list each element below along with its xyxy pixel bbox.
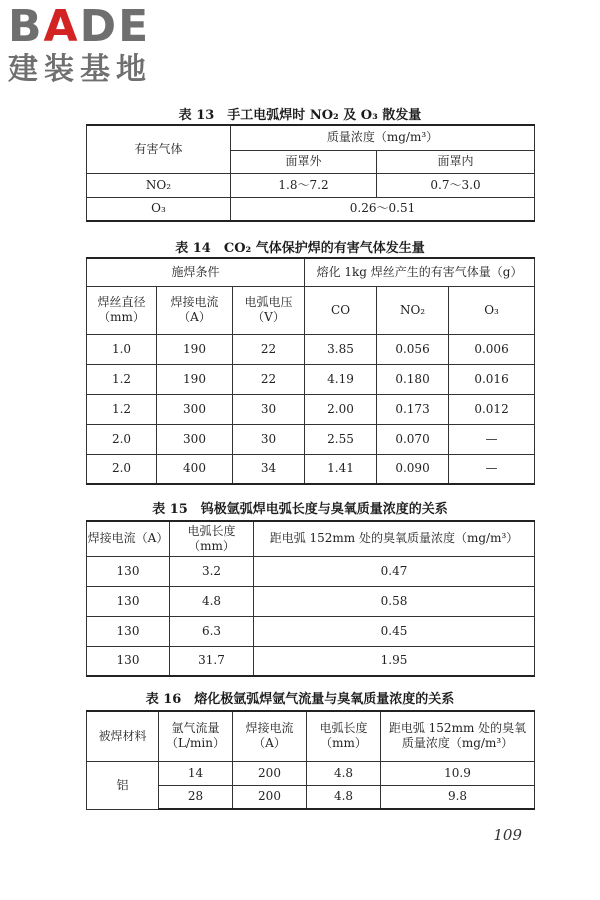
table-cell: 0.070: [377, 424, 449, 454]
t15-header-ozone: 距电弧 152mm 处的臭氧质量浓度（mg/m³）: [254, 521, 535, 556]
table-row: [87, 334, 535, 364]
logo-part-accent: A: [43, 1, 80, 52]
table-cell: 1.2: [87, 394, 157, 424]
table-row: [87, 761, 535, 785]
table-13: [86, 124, 535, 222]
table-16-caption: 表 16 熔化极氩弧焊氩气流量与臭氧质量浓度的关系: [145, 692, 455, 707]
t13-header-gas: 有害气体: [87, 125, 231, 173]
table-cell: 0.47: [254, 556, 535, 586]
table-cell: 300: [157, 424, 233, 454]
t16-header-current: 焊接电流 （A）: [233, 711, 307, 761]
table-row: [87, 364, 535, 394]
table-cell: 190: [157, 334, 233, 364]
table-cell: 3.2: [170, 556, 254, 586]
t16-header-argon-flow: 氩气流量 （L/min）: [159, 711, 233, 761]
table-row: [87, 394, 535, 424]
table-cell: 34: [233, 454, 305, 484]
t13-gas-o3: O₃: [87, 197, 231, 221]
logo-wordmark: [8, 1, 152, 52]
table-cell: 10.9: [381, 761, 535, 785]
t14-sub-header-voltage: 电弧电压 （V）: [233, 286, 305, 334]
t13-merged-o3: 0.26～0.51: [231, 197, 535, 221]
table-row: [87, 586, 535, 616]
table-cell: 14: [159, 761, 233, 785]
table-cell: 3.85: [305, 334, 377, 364]
table-cell: 0.58: [254, 586, 535, 616]
table-cell: 2.0: [87, 454, 157, 484]
table-16: [86, 710, 535, 810]
t15-header-current: 焊接电流（A）: [87, 521, 170, 556]
table-cell: 130: [87, 556, 170, 586]
table-cell: 31.7: [170, 646, 254, 676]
t14-header-amount: 熔化 1kg 焊丝产生的有害气体量（g）: [305, 258, 535, 286]
table-cell: 2.55: [305, 424, 377, 454]
table-cell: 22: [233, 334, 305, 364]
table-cell: 0.180: [377, 364, 449, 394]
table-cell: 4.8: [307, 785, 381, 809]
table-cell: 1.95: [254, 646, 535, 676]
table-cell: 190: [157, 364, 233, 394]
t14-sub-header-co: CO: [305, 286, 377, 334]
table-row: [87, 646, 535, 676]
table-cell: 0.090: [377, 454, 449, 484]
logo-subtitle: 建装基地: [8, 52, 152, 87]
t13-header-inside: 面罩内: [377, 150, 535, 173]
table-row: [87, 424, 535, 454]
brand-logo: [8, 1, 152, 90]
page-number: 109: [493, 826, 522, 844]
t14-header-cond: 施焊条件: [87, 258, 305, 286]
t16-header-arc-length: 电弧长度 （mm）: [307, 711, 381, 761]
t13-header-outside: 面罩外: [231, 150, 377, 173]
table-row: [87, 197, 535, 221]
t13-gas-no2: NO₂: [87, 173, 231, 197]
table-cell: 28: [159, 785, 233, 809]
table-13-caption: 表 13 手工电弧焊时 NO₂ 及 O₃ 散发量: [178, 108, 422, 123]
t16-material: 铝: [87, 761, 159, 809]
table-cell: 130: [87, 586, 170, 616]
table-cell: 4.8: [170, 586, 254, 616]
table-cell: 0.012: [449, 394, 535, 424]
t14-sub-header-o3: O₃: [449, 286, 535, 334]
t13-inside-no2: 0.7～3.0: [377, 173, 535, 197]
logo-part-3: DE: [79, 1, 151, 52]
table-cell: 0.016: [449, 364, 535, 394]
table-cell: 200: [233, 785, 307, 809]
table-cell: 130: [87, 646, 170, 676]
table-cell: 0.45: [254, 616, 535, 646]
t13-outside-no2: 1.8～7.2: [231, 173, 377, 197]
t15-header-arc-length: 电弧长度（mm）: [170, 521, 254, 556]
table-row: [87, 454, 535, 484]
table-cell: 30: [233, 424, 305, 454]
table-cell: 22: [233, 364, 305, 394]
table-cell: 1.41: [305, 454, 377, 484]
table-cell: 1.0: [87, 334, 157, 364]
table-cell: 0.056: [377, 334, 449, 364]
t14-sub-header-current: 焊接电流 （A）: [157, 286, 233, 334]
table-cell: 130: [87, 616, 170, 646]
table-row: [87, 556, 535, 586]
t16-header-material: 被焊材料: [87, 711, 159, 761]
table-row: [87, 616, 535, 646]
table-row: [87, 173, 535, 197]
table-cell: 6.3: [170, 616, 254, 646]
t13-header-conc: 质量浓度（mg/m³）: [231, 125, 535, 150]
table-15: [86, 520, 535, 677]
table-cell: 400: [157, 454, 233, 484]
table-14: [86, 257, 535, 485]
table-14-caption: 表 14 CO₂ 气体保护焊的有害气体发生量: [175, 241, 425, 256]
table-cell: 4.8: [307, 761, 381, 785]
t16-header-ozone: 距电弧 152mm 处的臭氧 质量浓度（mg/m³）: [381, 711, 535, 761]
table-cell: —: [449, 454, 535, 484]
table-cell: 1.2: [87, 364, 157, 394]
t14-sub-header-diameter: 焊丝直径 （mm）: [87, 286, 157, 334]
table-cell: —: [449, 424, 535, 454]
table-15-caption: 表 15 钨极氩弧焊电弧长度与臭氧质量浓度的关系: [152, 502, 448, 517]
table-cell: 4.19: [305, 364, 377, 394]
table-cell: 2.00: [305, 394, 377, 424]
table-cell: 0.006: [449, 334, 535, 364]
t14-sub-header-no2: NO₂: [377, 286, 449, 334]
table-cell: 2.0: [87, 424, 157, 454]
table-cell: 9.8: [381, 785, 535, 809]
table-cell: 200: [233, 761, 307, 785]
table-cell: 0.173: [377, 394, 449, 424]
table-cell: 300: [157, 394, 233, 424]
table-cell: 30: [233, 394, 305, 424]
logo-part-1: B: [8, 1, 44, 52]
